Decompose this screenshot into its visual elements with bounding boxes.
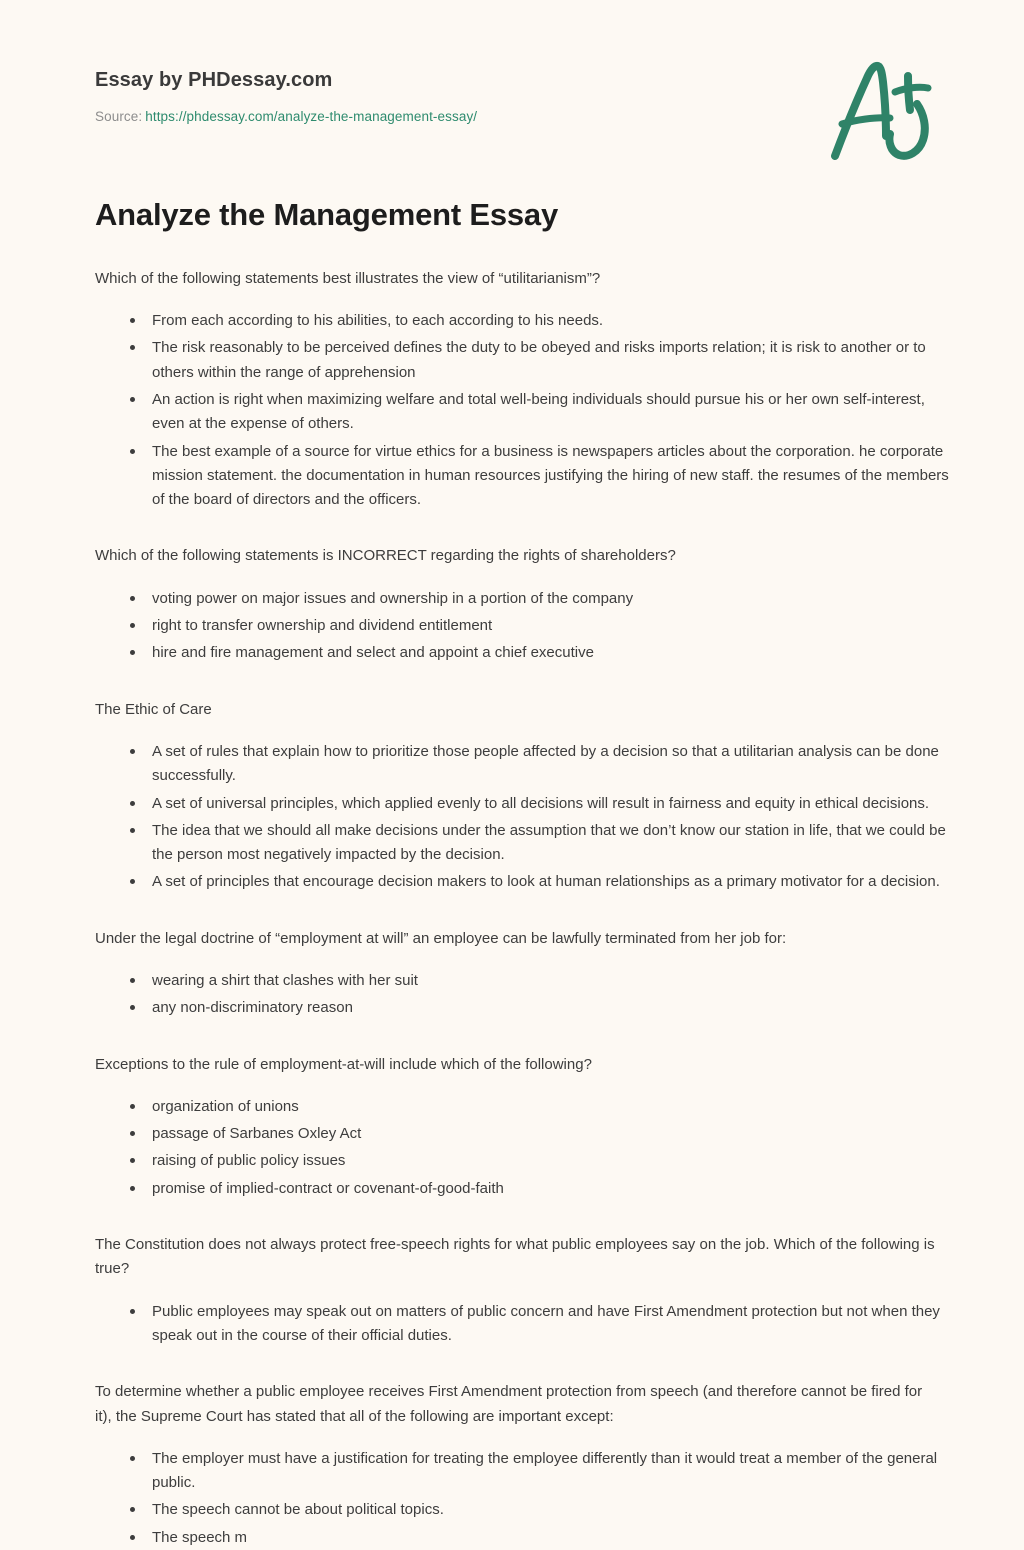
answer-option-list [95,309,954,512]
source-label: Source: [95,109,143,124]
answer-option-item: The speech cannot be about political topics. [121,1498,954,1522]
answer-option-item: A set of rules that explain how to prioritize those people affected by a decision so that a utilitarian analysis can be done successfully. [121,740,954,789]
answer-option-list [95,1300,954,1349]
answer-option-item: An action is right when maximizing welfare and total well-being individuals should pursue his or her own self-interest, even at the expense of others. [121,388,954,437]
answer-option-list [95,1095,954,1201]
answer-option-item: The speech m [121,1526,954,1550]
answer-option-item: The best example of a source for virtue ethics for a business is newspapers articles about the corporation. he corporate mission statement. the documentation in human resources justifying the hiring of new staff. the resumes of the members of the board of directors and the officers. [121,440,954,513]
question-paragraph: Exceptions to the rule of employment-at-will include which of the following? [95,1055,592,1073]
question-paragraph: The Ethic of Care [95,700,212,718]
question-paragraph: To determine whether a public employee receives First Amendment protection from speech (and therefore cannot be fired for it), the Supreme Court has stated that all of the following are important except: [95,1383,923,1425]
answer-option-item: The employer must have a justification for treating the employee differently than it would treat a member of the general public. [121,1447,954,1496]
source-url-link[interactable]: https://phdessay.com/analyze-the-management-essay/ [145,109,478,124]
answer-option-item: promise of implied-contract or covenant-of-good-faith [121,1177,954,1201]
answer-option-item: hire and fire management and select and appoint a chief executive [121,641,954,665]
brand-title: Essay by PHDessay.com [95,69,333,91]
answer-option-item: raising of public policy issues [121,1149,954,1173]
question-paragraph: Under the legal doctrine of “employment at will” an employee can be lawfully terminated from her job for: [95,929,787,947]
answer-option-item: wearing a shirt that clashes with her suit [121,969,954,993]
page-header [0,0,1024,124]
answer-option-item: From each according to his abilities, to each according to his needs. [121,309,954,333]
answer-option-list [95,740,954,895]
answer-option-list [95,587,954,666]
answer-option-item: voting power on major issues and ownership in a portion of the company [121,587,954,611]
answer-option-item: passage of Sarbanes Oxley Act [121,1122,954,1146]
question-paragraph: The Constitution does not always protect free-speech rights for what public employees say on the job. Which of the following is true? [95,1236,935,1278]
answer-option-item: The risk reasonably to be perceived defines the duty to be obeyed and risks imports relation; it is risk to another or to others within the range of apprehension [121,336,954,385]
aplus-logo-icon [822,52,952,172]
page-title: Analyze the Management Essay [95,197,559,232]
answer-option-list [95,1447,954,1550]
answer-option-item: The idea that we should all make decisions under the assumption that we don’t know our station in life, that we could be the person most negatively impacted by the decision. [121,819,954,868]
answer-option-item: right to transfer ownership and dividend entitlement [121,614,954,638]
content-blocks [95,267,954,1550]
document-body [0,196,1024,1550]
answer-option-item: A set of universal principles, which applied evenly to all decisions will result in fairness and equity in ethical decisions. [121,792,954,816]
question-paragraph: Which of the following statements is INCORRECT regarding the rights of shareholders? [95,547,676,565]
answer-option-item: organization of unions [121,1095,954,1119]
question-paragraph: Which of the following statements best illustrates the view of “utilitarianism”? [95,269,601,287]
answer-option-item: Public employees may speak out on matters of public concern and have First Amendment protection but not when they speak out in the course of their official duties. [121,1300,954,1349]
answer-option-item: A set of principles that encourage decision makers to look at human relationships as a primary motivator for a decision. [121,870,954,894]
answer-option-item: any non-discriminatory reason [121,996,954,1020]
answer-option-list [95,969,954,1021]
